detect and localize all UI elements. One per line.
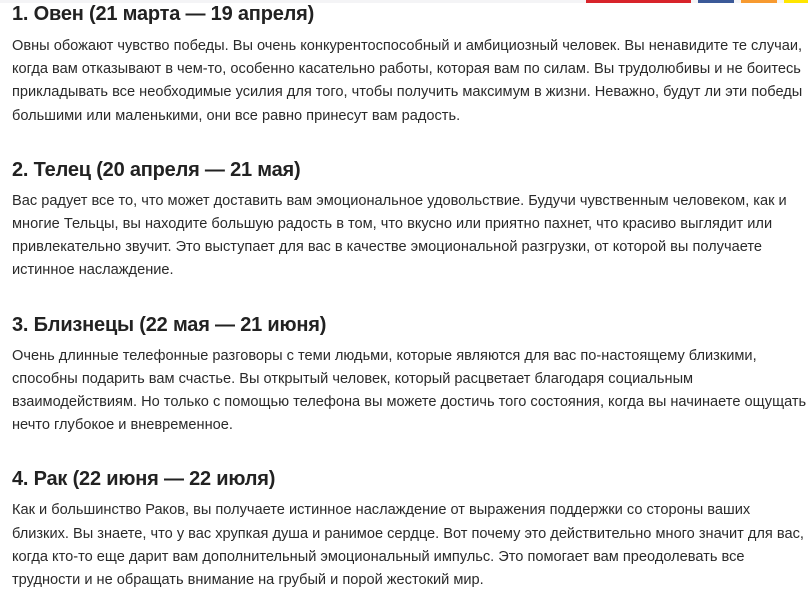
article-content [12,0,808,592]
section-heading: 4. Рак (22 июня — 22 июля) [12,468,276,491]
section-gemini [12,311,808,438]
section-aries [12,0,808,128]
section-heading: 2. Телец (20 апреля — 21 мая) [12,158,301,181]
section-taurus [12,156,808,283]
section-cancer [12,465,808,592]
section-text: Как и большинство Раков, вы получаете истинное наслаждение от выражения поддержки со стороны ваших близких. Вы знаете, что у вас хрупкая душа и ранимое сердце. Вот почему это действительно много значит для вас, когда кто-то еще дарит вам дополнительный эмоциональный импульс. Это помогает вам преодолевать все трудности и не обращать внимание на грубый и порой жестокий мир. [12,502,804,589]
section-text: Вас радует все то, что может доставить вам эмоциональное удовольствие. Будучи чувственным человеком, как и многие Тельцы, вы находите большую радость в том, что вкусно или приятно пахнет, что красиво выглядит или привлекательно звучит. Это выступает для вас в качестве эмоциональной разгрузки, от которой вы получаете истинное наслаждение. [12,192,787,279]
section-text: Овны обожают чувство победы. Вы очень конкурентоспособный и амбициозный человек. Вы ненавидите те случаи, когда вам отказывают в чем-то, особенно касательно работы, которая вам по силам. Вы трудолюбивы и не боитесь прикладывать все необходимые усилия для того, чтобы получить максимум в жизни. Неважно, будут ли эти победы большими или маленькими, они все равно принесут вам радость. [12,38,803,124]
section-heading: 3. Близнецы (22 мая — 21 июня) [12,313,327,336]
section-heading: 1. Овен (21 марта — 19 апреля) [12,3,315,25]
section-text: Очень длинные телефонные разговоры с теми людьми, которые являются для вас по-настоящему близкими, способны подарить вам счастье. Вы открытый человек, который расцветает благодаря социальным взаимодействиям. Но только с помощью телефона вы можете достичь того состояния, когда вы начинаете ощущать нечто глубокое и вневременное. [12,347,807,434]
